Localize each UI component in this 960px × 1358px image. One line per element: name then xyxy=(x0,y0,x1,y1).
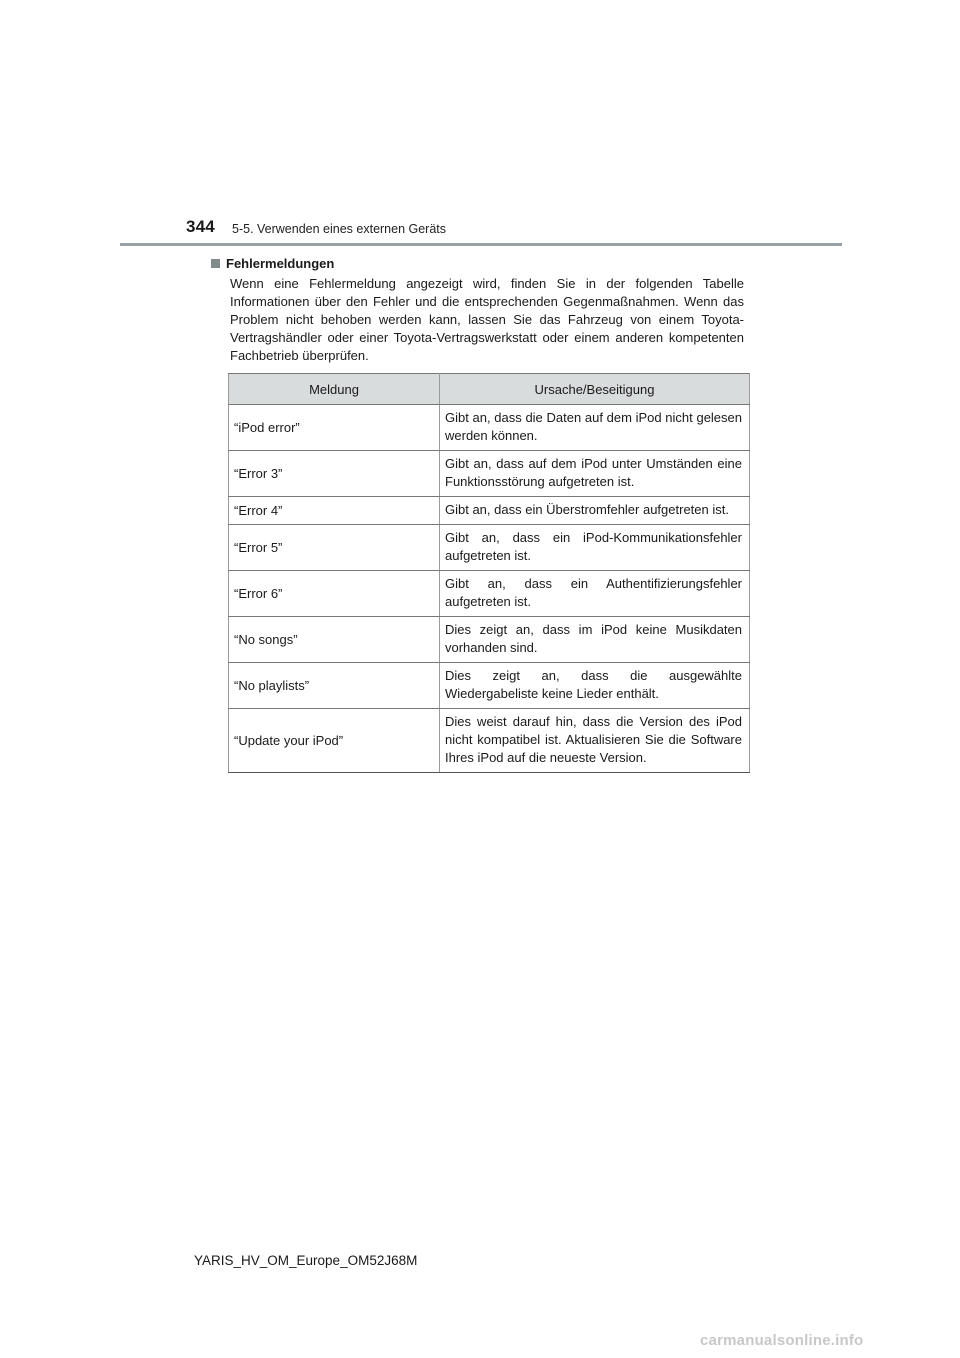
footer-document-id: YARIS_HV_OM_Europe_OM52J68M xyxy=(194,1253,418,1268)
message-cell: “No playlists” xyxy=(229,663,440,709)
intro-paragraph: Wenn eine Fehlermeldung angezeigt wird, finden Sie in der folgenden Tabelle Informationen über den Fehler und die entsprechenden Gegenmaßnahmen. Wenn das Problem nicht behoben werden kann, lassen Sie das Fahrzeug von einem Toyota-Vertragshändler oder einer Toyota-Vertragswerkstatt oder einem anderen kompetenten Fachbetrieb überprüfen. xyxy=(230,276,744,363)
message-cell: “No songs” xyxy=(229,617,440,663)
message-cell: “Error 3” xyxy=(229,451,440,497)
header-rule xyxy=(120,243,842,246)
cause-cell: Dies zeigt an, dass im iPod keine Musikdaten vorhanden sind. xyxy=(440,617,750,663)
heading-text: Fehlermeldungen xyxy=(226,256,335,271)
table-row xyxy=(229,497,750,525)
cause-cell: Dies weist darauf hin, dass die Version des iPod nicht kompatibel ist. Aktualisieren Sie die Software Ihres iPod auf die neueste Version. xyxy=(440,709,750,773)
column-header-message: Meldung xyxy=(229,374,440,405)
table-header-row xyxy=(229,374,750,405)
cause-cell: Gibt an, dass ein Überstromfehler aufgetreten ist. xyxy=(440,497,750,525)
section-title: 5-5. Verwenden eines externen Geräts xyxy=(232,222,447,236)
cause-cell: Gibt an, dass auf dem iPod unter Umständen eine Funktionsstörung aufgetreten ist. xyxy=(440,451,750,497)
section-heading xyxy=(211,256,334,271)
error-message-table xyxy=(228,373,750,773)
table-row xyxy=(229,405,750,451)
cause-cell: Gibt an, dass ein Authentifizierungsfehler aufgetreten ist. xyxy=(440,571,750,617)
square-bullet-icon xyxy=(211,259,220,268)
table-row xyxy=(229,451,750,497)
watermark: carmanualsonline.info xyxy=(700,1332,864,1349)
message-cell: “Error 5” xyxy=(229,525,440,571)
cause-cell: Gibt an, dass ein iPod-Kommunikationsfehler aufgetreten ist. xyxy=(440,525,750,571)
cause-cell: Gibt an, dass die Daten auf dem iPod nicht gelesen werden können. xyxy=(440,405,750,451)
column-header-cause: Ursache/Beseitigung xyxy=(440,374,750,405)
table-row xyxy=(229,525,750,571)
table-row xyxy=(229,663,750,709)
message-cell: “iPod error” xyxy=(229,405,440,451)
message-cell: “Error 6” xyxy=(229,571,440,617)
cause-cell: Dies zeigt an, dass die ausgewählte Wiedergabeliste keine Lieder enthält. xyxy=(440,663,750,709)
message-cell: “Update your iPod” xyxy=(229,709,440,773)
table-row xyxy=(229,709,750,773)
message-cell: “Error 4” xyxy=(229,497,440,525)
table-row xyxy=(229,617,750,663)
page-number: 344 xyxy=(186,217,215,236)
table-row xyxy=(229,571,750,617)
